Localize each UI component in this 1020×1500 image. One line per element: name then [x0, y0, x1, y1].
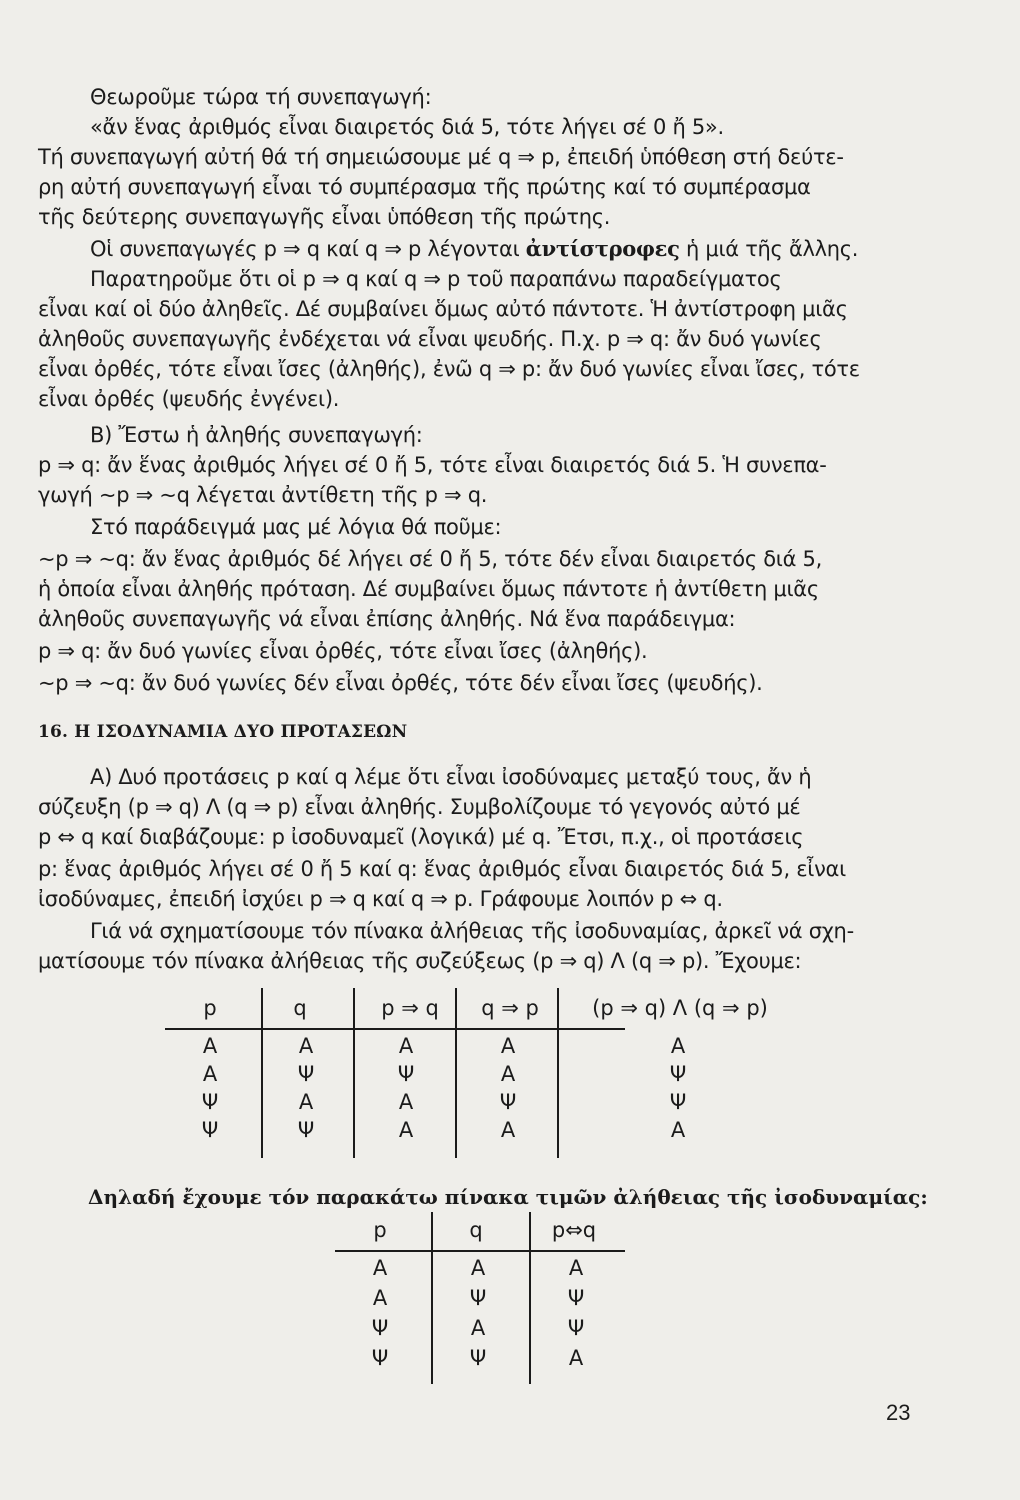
- table-cell: Α: [398, 1034, 414, 1058]
- term-converse: ἀντίστροφες: [525, 236, 680, 261]
- table-cell: Ψ: [469, 1346, 487, 1370]
- table-cell: Α: [202, 1062, 218, 1086]
- table-cell: Ψ: [669, 1062, 687, 1086]
- table-divider: [455, 988, 457, 1158]
- table-cell: Ψ: [469, 1286, 487, 1310]
- table-cell: Ψ: [297, 1062, 315, 1086]
- table-cell: Α: [568, 1256, 584, 1280]
- text-line: Τή συνεπαγωγή αὐτή θά τή σημειώσουμε μέ q ⇒ p, ἐπειδή ὑπόθεση στή δεύτε-: [38, 145, 844, 169]
- text-line: ἡ ὁποία εἶναι ἀληθής πρόταση. Δέ συμβαίνει ὅμως πάντοτε ἡ ἀντίθετη μιᾶς: [38, 577, 819, 601]
- page-number: 23: [886, 1400, 911, 1425]
- text-line: γωγή ∼p ⇒ ∼q λέγεται ἀντίθετη τῆς p ⇒ q.: [38, 483, 488, 507]
- text-line: ἀληθοῦς συνεπαγωγῆς νά εἶναι ἐπίσης ἀληθής. Νά ἕνα παράδειγμα:: [38, 607, 736, 631]
- table-cell: Α: [398, 1090, 414, 1114]
- text-line: Θεωροῦμε τώρα τή συνεπαγωγή:: [90, 85, 432, 109]
- truth-table-equivalence: [335, 1212, 635, 1384]
- text-line: εἶναι ὀρθές (ψευδής ἐνγένει).: [38, 387, 340, 411]
- text-line: σύζευξη (p ⇒ q) Λ (q ⇒ p) εἶναι ἀληθής. Συμβολίζουμε τό γεγονός αὐτό μέ: [38, 795, 801, 819]
- text-line: Στό παράδειγμά μας μέ λόγια θά ποῦμε:: [90, 515, 502, 539]
- table-divider: [353, 988, 355, 1158]
- table-cell: Ψ: [567, 1316, 585, 1340]
- text-line: p ⇒ q: ἄν δυό γωνίες εἶναι ὀρθές, τότε εἶναι ἴσες (ἀληθής).: [38, 639, 648, 663]
- table-cell: Ψ: [371, 1346, 389, 1370]
- table-cell: Α: [568, 1346, 584, 1370]
- text-line: τῆς δεύτερης συνεπαγωγῆς εἶναι ὑπόθεση τῆς πρώτης.: [38, 205, 611, 229]
- table-cell: Α: [298, 1034, 314, 1058]
- table-cell: Ψ: [669, 1090, 687, 1114]
- text-line: ∼p ⇒ ∼q: ἄν ἕνας ἀριθμός δέ λήγει σέ 0 ἤ 5, τότε δέν εἶναι διαιρετός διά 5,: [38, 547, 822, 571]
- table-cell: Α: [470, 1316, 486, 1340]
- text-line: ἀληθοῦς συνεπαγωγῆς ἐνδέχεται νά εἶναι ψευδής. Π.χ. p ⇒ q: ἄν δυό γωνίες: [38, 327, 822, 351]
- table-cell: Α: [470, 1256, 486, 1280]
- text-line: ∼p ⇒ ∼q: ἄν δυό γωνίες δέν εἶναι ὀρθές, τότε δέν εἶναι ἴσες (ψευδής).: [38, 671, 763, 695]
- text-line: Παρατηροῦμε ὅτι οἱ p ⇒ q καί q ⇒ p τοῦ παραπάνω παραδείγματος: [90, 267, 782, 291]
- table-cell: Α: [670, 1034, 686, 1058]
- text-line: εἶναι ὀρθές, τότε εἶναι ἴσες (ἀληθής), ἐνῶ q ⇒ p: ἄν δυό γωνίες εἶναι ἴσες, τότε: [38, 357, 860, 381]
- table-cell: Α: [500, 1034, 516, 1058]
- table-cell: Α: [372, 1286, 388, 1310]
- text-line: ρη αὐτή συνεπαγωγή εἶναι τό συμπέρασμα τῆς πρώτης καί τό συμπέρασμα: [38, 175, 811, 199]
- text-line: p ⇒ q: ἄν ἕνας ἀριθμός λήγει σέ 0 ἤ 5, τότε εἶναι διαιρετός διά 5. Ἡ συνεπα-: [38, 453, 827, 477]
- table-cell: Α: [398, 1118, 414, 1142]
- table-caption: Δηλαδή ἔχουμε τόν παρακάτω πίνακα τιμῶν ἀλήθειας τῆς ἰσοδυναμίας:: [88, 1185, 928, 1209]
- text-line: p ⇔ q καί διαβάζουμε: p ἰσοδυναμεῖ (λογικά) μέ q. Ἔτσι, π.χ., οἱ προτάσεις: [38, 825, 804, 849]
- table-header: p ⇒ q: [381, 996, 439, 1020]
- text-line: ἰσοδύναμες, ἐπειδή ἰσχύει p ⇒ q καί q ⇒ p. Γράφουμε λοιπόν p ⇔ q.: [38, 887, 723, 911]
- table-cell: Ψ: [297, 1118, 315, 1142]
- table-divider: [557, 988, 559, 1158]
- table-header: (p ⇒ q) Λ (q ⇒ p): [592, 996, 768, 1020]
- text-line: Β) Ἔστω ἡ ἀληθής συνεπαγωγή:: [90, 423, 423, 447]
- table-cell: Ψ: [201, 1118, 219, 1142]
- table-rule: [165, 1028, 625, 1030]
- text-line: p: ἕνας ἀριθμός λήγει σέ 0 ἤ 5 καί q: ἕνας ἀριθμός εἶναι διαιρετός διά 5, εἶναι: [38, 857, 846, 881]
- text-line: [90, 236, 918, 262]
- truth-table-conjunction: [165, 988, 795, 1158]
- table-header: p: [373, 1218, 387, 1242]
- table-header: q: [293, 996, 307, 1020]
- text-fragment: Οἱ συνεπαγωγές p ⇒ q καί q ⇒ p λέγονται: [90, 237, 520, 261]
- table-rule: [335, 1250, 625, 1252]
- text-line: «ἄν ἕνας ἀριθμός εἶναι διαιρετός διά 5, τότε λήγει σέ 0 ἤ 5».: [90, 115, 724, 139]
- table-cell: Α: [372, 1256, 388, 1280]
- table-cell: Ψ: [567, 1286, 585, 1310]
- table-cell: Α: [500, 1062, 516, 1086]
- text-line: εἶναι καί οἱ δύο ἀληθεῖς. Δέ συμβαίνει ὅμως αὐτό πάντοτε. Ἡ ἀντίστροφη μιᾶς: [38, 297, 848, 321]
- table-header: p: [203, 996, 217, 1020]
- table-cell: Α: [298, 1090, 314, 1114]
- table-cell: Ψ: [397, 1062, 415, 1086]
- table-cell: Ψ: [371, 1316, 389, 1340]
- table-header: q ⇒ p: [481, 996, 539, 1020]
- table-header: p⇔q: [551, 1218, 597, 1242]
- text-line: ματίσουμε τόν πίνακα ἀλήθειας τῆς συζεύξεως (p ⇒ q) Λ (q ⇒ p). Ἔχουμε:: [38, 949, 802, 973]
- text-line: Α) Δυό προτάσεις p καί q λέμε ὅτι εἶναι ἰσοδύναμες μεταξύ τους, ἄν ἡ: [90, 765, 812, 789]
- table-cell: Ψ: [499, 1090, 517, 1114]
- table-cell: Α: [500, 1118, 516, 1142]
- table-cell: Ψ: [201, 1090, 219, 1114]
- text-line: Γιά νά σχηματίσουμε τόν πίνακα ἀλήθειας τῆς ἰσοδυναμίας, ἀρκεῖ νά σχη-: [90, 919, 854, 943]
- text-fragment: ἡ μιά τῆς ἄλλης.: [686, 237, 859, 261]
- section-heading: 16. Η ΙΣΟΔΥΝΑΜΙΑ ΔΥΟ ΠΡΟΤΑΣΕΩΝ: [38, 722, 408, 742]
- table-cell: Α: [670, 1118, 686, 1142]
- table-cell: Α: [202, 1034, 218, 1058]
- table-header: q: [469, 1218, 483, 1242]
